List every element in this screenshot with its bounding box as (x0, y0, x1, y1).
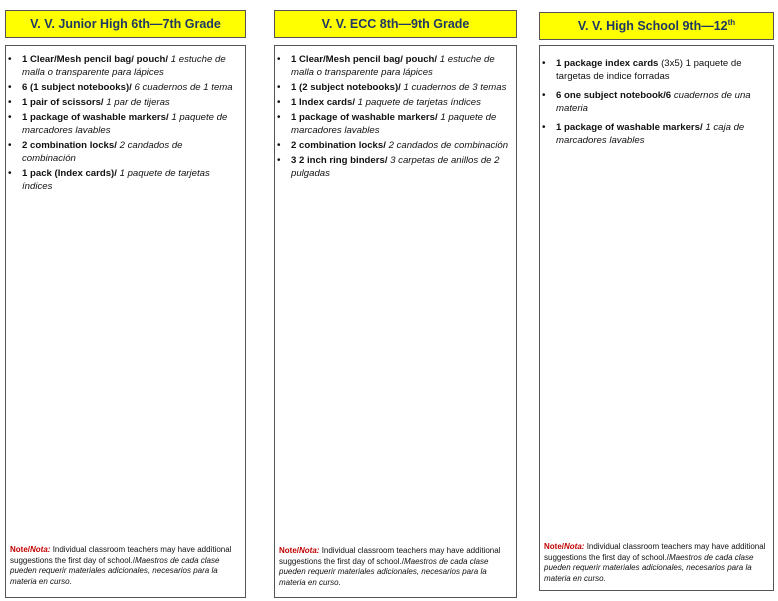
list-item: • 6 (1 subject notebooks)/ 6 cuadernos de 1 tema (6, 81, 239, 94)
list-item: • 1 Index cards/ 1 paquete de tarjetas índices (275, 96, 510, 109)
supply-panel (5, 45, 246, 598)
column-title-sup: th (727, 17, 736, 27)
list-item: • 1 package index cards (3x5) 1 paquete de targetas de indice forradas (540, 57, 767, 83)
list-item: • 6 one subject notebook/6 cuadernos de una materia (540, 89, 767, 115)
list-item: • 1 Clear/Mesh pencil bag/ pouch/ 1 estuche de malla o transparente para lápices (6, 53, 239, 79)
column-header (274, 10, 517, 38)
supply-list (275, 53, 510, 180)
teacher-note: Note/Nota: Individual classroom teachers may have additional suggestions the first day of school./Maestros de cada clase pueden requerir materiales adicionales, necesarios para la materia en curso. (10, 545, 232, 586)
list-item: • 1 Clear/Mesh pencil bag/ pouch/ 1 estuche de malla o transparente para lápices (275, 53, 510, 79)
list-item: • 1 pack (Index cards)/ 1 paquete de tarjetas índices (6, 167, 239, 193)
column-header (539, 12, 774, 40)
supply-panel (274, 45, 517, 598)
supply-list (540, 57, 767, 147)
list-item: • 1 package of washable markers/ 1 paquete de marcadores lavables (6, 111, 239, 137)
list-item: • 2 combination locks/ 2 candados de combinación (275, 139, 510, 152)
column-title: V. V. High School 9th—12 (577, 19, 728, 33)
supply-panel (539, 45, 774, 591)
teacher-note: Note/Nota: Individual classroom teachers may have additional suggestions the first day of school./Maestros de cada clase pueden requerir materiales adicionales, necesarios para la materia en curso. (544, 542, 766, 583)
column-title: V. V. Junior High 6th—7th Grade (30, 17, 221, 31)
teacher-note: Note/Nota: Individual classroom teachers may have additional suggestions the first day of school./Maestros de cada clase pueden requerir materiales adicionales, necesarios para la materia en curso. (279, 546, 501, 587)
list-item: • 1 package of washable markers/ 1 paquete de marcadores lavables (275, 111, 510, 137)
list-item: • 1 (2 subject notebooks)/ 1 cuadernos de 3 temas (275, 81, 510, 94)
column-header (5, 10, 246, 38)
supply-list (6, 53, 239, 193)
list-item: • 2 combination locks/ 2 candados de combinación (6, 139, 239, 165)
list-item: • 3 2 inch ring binders/ 3 carpetas de anillos de 2 pulgadas (275, 154, 510, 180)
column-title: V. V. ECC 8th—9th Grade (321, 17, 470, 31)
list-item: • 1 package of washable markers/ 1 caja de marcadores lavables (540, 121, 767, 147)
list-item: • 1 pair of scissors/ 1 par de tijeras (6, 96, 239, 109)
